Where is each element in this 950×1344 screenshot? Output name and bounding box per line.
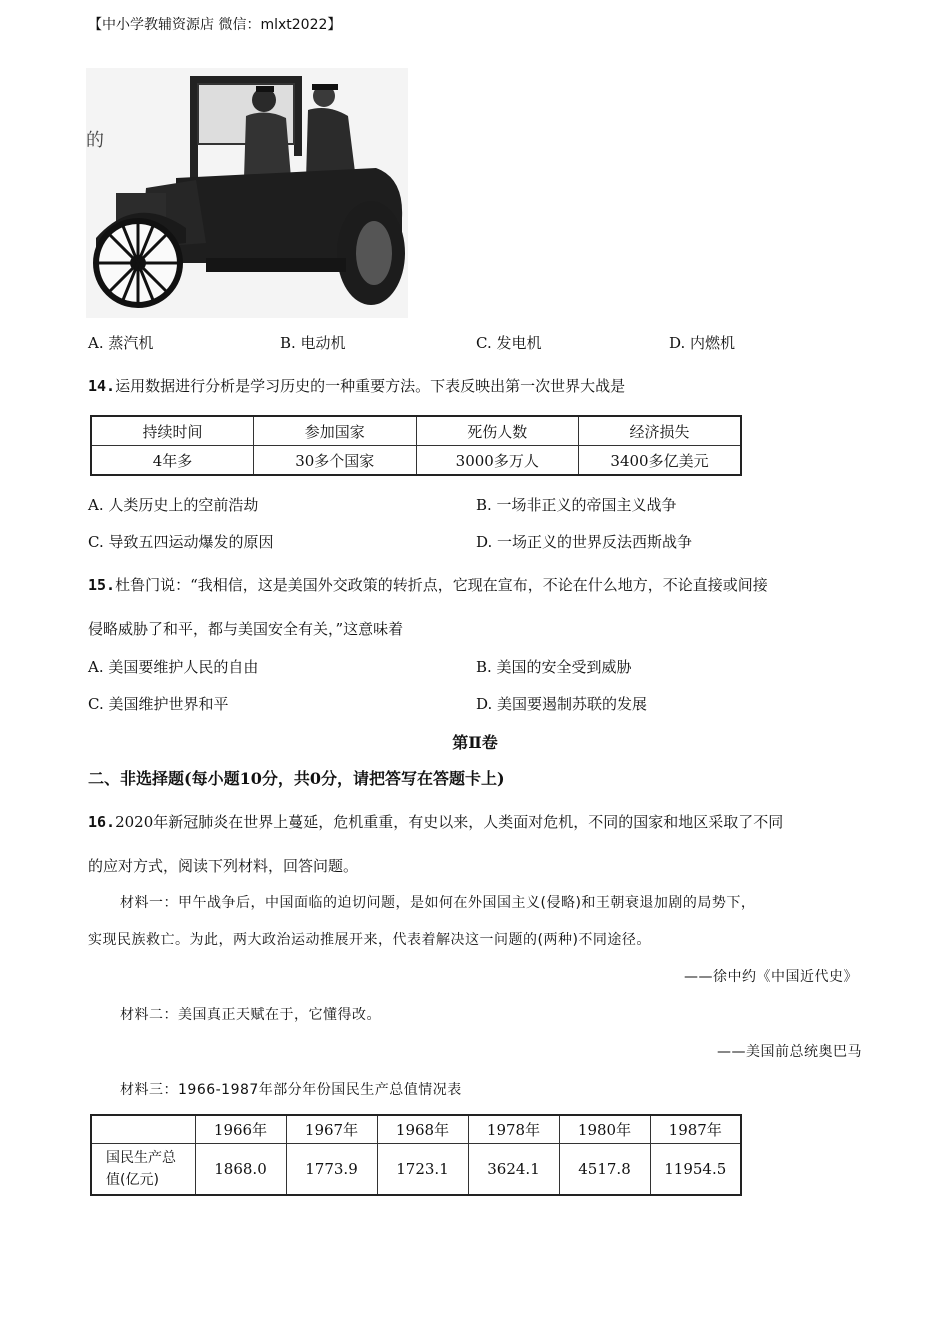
q14-option-b: B. 一场非正义的帝国主义战争 xyxy=(476,496,677,514)
material1-source: ——徐中约《中国近代史》 xyxy=(684,969,858,985)
table-cell: 4517.8 xyxy=(559,1143,650,1195)
q16-stem-line2: 的应对方式，阅读下列材料，回答问题。 xyxy=(88,857,359,875)
table-cell: 30多个国家 xyxy=(254,446,417,476)
table-cell: 3400多亿美元 xyxy=(579,446,742,476)
q15-number: 15. xyxy=(88,576,116,594)
q13-option-b: B. 电动机 xyxy=(280,334,346,352)
table-header-cell: 1967年 xyxy=(286,1115,377,1143)
table-row-header xyxy=(91,1143,195,1195)
car-illustration xyxy=(86,68,408,318)
table-cell: 3624.1 xyxy=(468,1143,559,1195)
row-header-line2: 值(亿元) xyxy=(106,1171,159,1188)
q15-option-d: D. 美国要遏制苏联的发展 xyxy=(476,695,648,713)
q13-option-a: A. 蒸汽机 xyxy=(88,334,154,352)
material1-line1: 材料一：甲午战争后，中国面临的迫切问题，是如何在外国国主义(侵略)和王朝衰退加剧的局势下， xyxy=(120,895,756,911)
q14-option-c: C. 导致五四运动爆发的原因 xyxy=(88,533,274,551)
gnp-data-table xyxy=(90,1114,742,1196)
part-title: 二、非选择题(每小题10分，共0分，请把答写在答题卡上) xyxy=(88,769,505,788)
table-header-cell: 1978年 xyxy=(468,1115,559,1143)
q13-option-d: D. 内燃机 xyxy=(669,334,736,352)
q16-stem-line1 xyxy=(88,811,783,832)
table-header-cell: 参加国家 xyxy=(254,416,417,446)
material2-text: 材料二：美国真正天赋在于，它懂得改。 xyxy=(120,1007,381,1023)
q16-number: 16. xyxy=(88,813,116,831)
table-header-cell: 1980年 xyxy=(559,1115,650,1143)
table-header-cell: 经济损失 xyxy=(579,416,742,446)
q16-stem-text: 2020年新冠肺炎在世界上蔓延，危机重重，有史以来，人类面对危机，不同的国家和地区采取了不同 xyxy=(115,813,784,831)
q15-stem-line1 xyxy=(88,574,768,595)
q14-option-a: A. 人类历史上的空前浩劫 xyxy=(88,496,259,514)
q15-option-b: B. 美国的安全受到威胁 xyxy=(476,658,632,676)
material2-source: ——美国前总统奥巴马 xyxy=(717,1044,862,1060)
table-header-cell: 1987年 xyxy=(650,1115,741,1143)
table-header-cell: 持续时间 xyxy=(91,416,254,446)
row-header-line1: 国民生产总 xyxy=(106,1149,176,1166)
material1-line2: 实现民族救亡。为此，两大政治运动推展开来，代表着解决这一问题的(两种)不同途径。 xyxy=(88,932,651,948)
table-cell: 1773.9 xyxy=(286,1143,377,1195)
q15-stem-line2: 侵略威胁了和平，都与美国安全有关，”这意味着 xyxy=(88,620,404,638)
side-fragment-text: 的 xyxy=(86,130,104,151)
table-row xyxy=(91,446,741,476)
table-cell: 4年多 xyxy=(91,446,254,476)
material3-title: 材料三：1966-1987年部分年份国民生产总值情况表 xyxy=(120,1082,462,1098)
table-header-row xyxy=(91,416,741,446)
table-cell: 11954.5 xyxy=(650,1143,741,1195)
ford-model-t-car-image xyxy=(86,68,408,318)
q14-option-d: D. 一场正义的世界反法西斯战争 xyxy=(476,533,693,551)
ww1-data-table xyxy=(90,415,742,476)
table-header-cell: 1968年 xyxy=(377,1115,468,1143)
table-corner-cell xyxy=(91,1115,195,1143)
table-header-row xyxy=(91,1115,741,1143)
table-cell: 1868.0 xyxy=(195,1143,286,1195)
q15-stem-text: 杜鲁门说：“我相信，这是美国外交政策的转折点，它现在宣布，不论在什么地方，不论直接或间接 xyxy=(115,576,768,594)
table-cell: 1723.1 xyxy=(377,1143,468,1195)
q13-option-c: C. 发电机 xyxy=(476,334,542,352)
q15-option-a: A. 美国要维护人民的自由 xyxy=(88,658,259,676)
q14-number: 14. xyxy=(88,377,116,395)
table-header-cell: 死伤人数 xyxy=(416,416,579,446)
q14-stem xyxy=(88,375,625,396)
q15-option-c: C. 美国维护世界和平 xyxy=(88,695,229,713)
volume-title: 第Ⅱ卷 xyxy=(452,733,498,752)
table-row xyxy=(91,1143,741,1195)
table-cell: 3000多万人 xyxy=(416,446,579,476)
q14-stem-text: 运用数据进行分析是学习历史的一种重要方法。下表反映出第一次世界大战是 xyxy=(115,377,626,395)
watermark-header: 【中小学教辅资源店 微信：mlxt2022】 xyxy=(88,17,342,33)
table-header-cell: 1966年 xyxy=(195,1115,286,1143)
